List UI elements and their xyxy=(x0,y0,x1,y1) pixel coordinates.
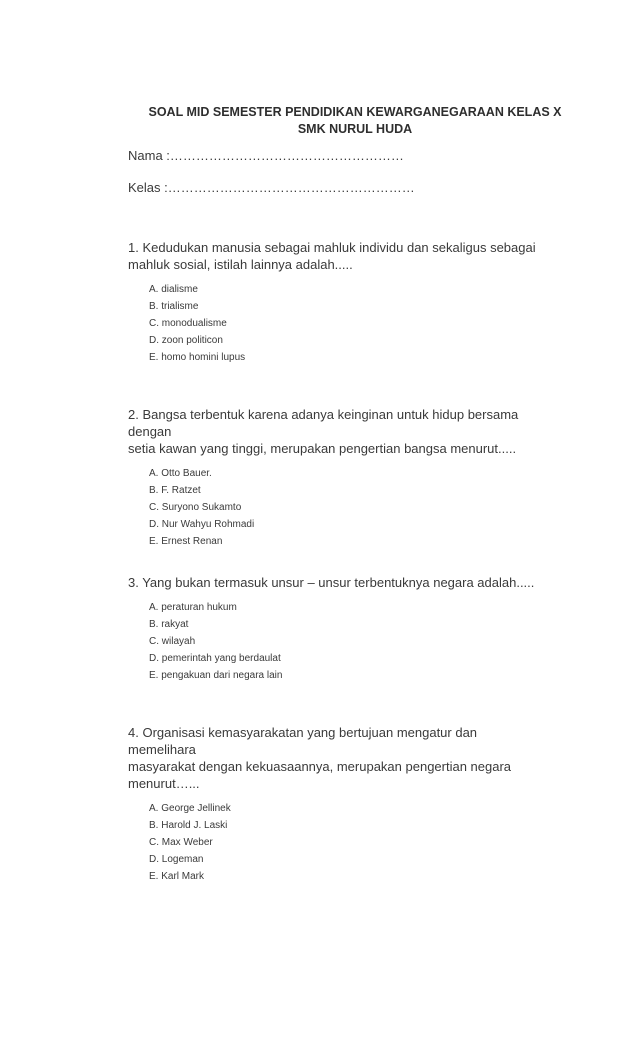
question-text-line: setia kawan yang tinggi, merupakan pengertian bangsa menurut..... xyxy=(128,441,517,456)
question-2 xyxy=(128,406,548,550)
page-title xyxy=(120,104,590,138)
title-line-2: SMK NURUL HUDA xyxy=(297,122,413,136)
option-b: B. F. Ratzet xyxy=(149,485,201,496)
option-b: B. rakyat xyxy=(149,619,189,630)
option-c: C. monodualisme xyxy=(149,318,227,329)
option-d: D. Nur Wahyu Rohmadi xyxy=(149,519,255,530)
option-d: D. Logeman xyxy=(149,854,204,865)
option-e: E. Ernest Renan xyxy=(149,536,223,547)
option-b: B. Harold J. Laski xyxy=(149,820,228,831)
question-1 xyxy=(128,239,548,366)
nama-field: Nama :……………………………………………… xyxy=(128,148,404,163)
option-c: C. Suryono Sukamto xyxy=(149,502,242,513)
option-a: A. peraturan hukum xyxy=(149,602,237,613)
question-text-line: menurut…... xyxy=(128,776,200,791)
option-b: B. trialisme xyxy=(149,301,199,312)
kelas-field: Kelas :………………………………………………… xyxy=(128,180,415,195)
question-text-line: 3. Yang bukan termasuk unsur – unsur terbentuknya negara adalah..... xyxy=(128,575,535,590)
answer-options xyxy=(128,800,548,885)
option-e: E. pengakuan dari negara lain xyxy=(149,670,283,681)
option-d: D. zoon politicon xyxy=(149,335,223,346)
question-text-line: 1. Kedudukan manusia sebagai mahluk individu dan sekaligus sebagai xyxy=(128,240,536,255)
question-text xyxy=(128,724,548,792)
answer-options xyxy=(128,465,548,550)
question-text xyxy=(128,574,548,591)
option-a: A. Otto Bauer. xyxy=(149,468,212,479)
option-a: A. dialisme xyxy=(149,284,198,295)
title-line-1: SOAL MID SEMESTER PENDIDIKAN KEWARGANEGARAAN KELAS X xyxy=(148,105,562,119)
question-text-line: mahluk sosial, istilah lainnya adalah..... xyxy=(128,257,353,272)
question-4 xyxy=(128,724,548,885)
answer-options xyxy=(128,599,548,684)
option-a: A. George Jellinek xyxy=(149,803,231,814)
question-3 xyxy=(128,574,548,684)
option-c: C. Max Weber xyxy=(149,837,213,848)
question-text-line: masyarakat dengan kekuasaannya, merupakan pengertian negara xyxy=(128,759,512,774)
option-c: C. wilayah xyxy=(149,636,196,647)
question-text xyxy=(128,406,548,457)
answer-options xyxy=(128,281,548,366)
option-e: E. Karl Mark xyxy=(149,871,205,882)
question-text-line: 4. Organisasi kemasyarakatan yang bertujuan mengatur dan memelihara xyxy=(128,725,478,757)
option-d: D. pemerintah yang berdaulat xyxy=(149,653,281,664)
option-e: E. homo homini lupus xyxy=(149,352,246,363)
question-text xyxy=(128,239,548,273)
question-text-line: 2. Bangsa terbentuk karena adanya keinginan untuk hidup bersama dengan xyxy=(128,407,519,439)
